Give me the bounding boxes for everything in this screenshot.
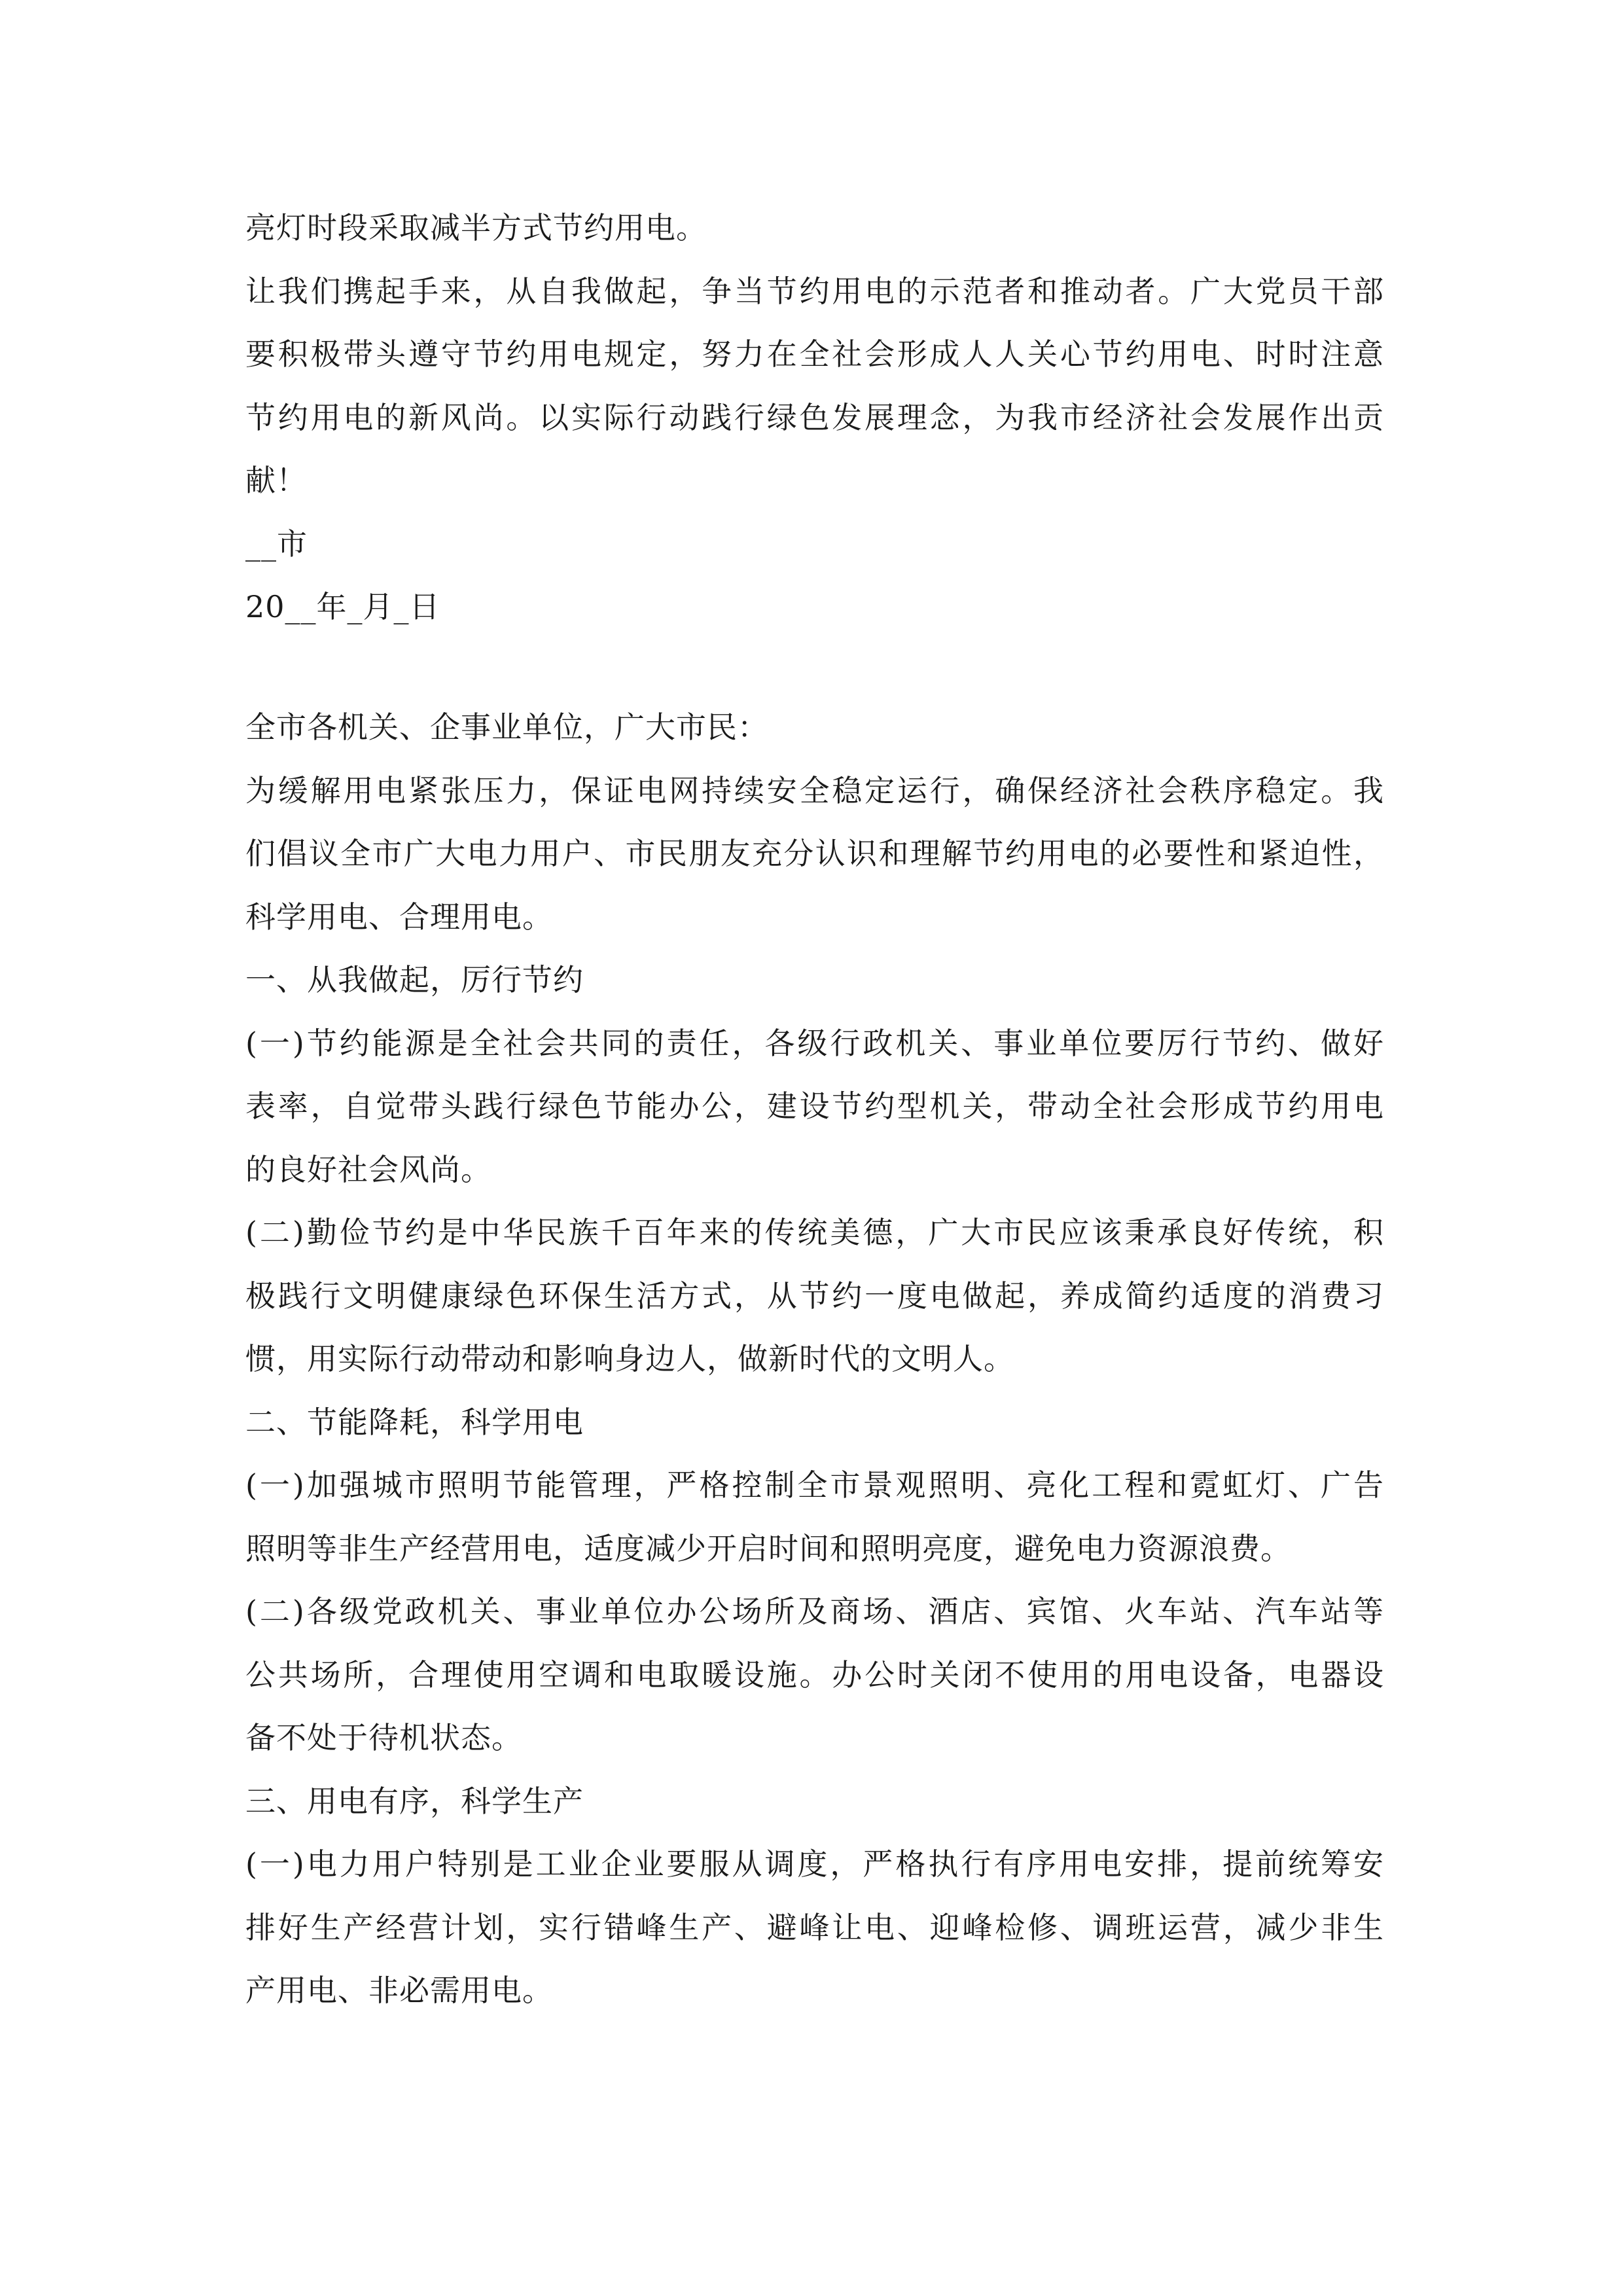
text-section-proposal [245,696,1384,2022]
text-line: 让我们携起手来，从自我做起，争当节约用电的示范者和推动者。广大党员干部 [245,273,1384,309]
section-heading: 三、用电有序，科学生产 [245,1783,584,1819]
text-section-closing [245,196,1384,639]
text-line: 极践行文明健康绿色环保生活方式，从节约一度电做起，养成简约适度的消费习 [245,1278,1384,1314]
text-line: 亮灯时段采取减半方式节约用电。 [245,210,707,245]
text-line: 为缓解用电紧张压力，保证电网持续安全稳定运行，确保经济社会秩序稳定。我 [245,772,1384,808]
text-line: 科学用电、合理用电。 [245,899,553,935]
text-line: 献！ [245,463,307,498]
text-line: (一)电力用户特别是工业企业要服从调度，严格执行有序用电安排，提前统筹安 [245,1846,1384,1882]
salutation: 全市各机关、企事业单位，广大市民： [245,709,768,745]
signature-city: __市 [245,526,308,562]
text-line: 惯，用实际行动带动和影响身边人，做新时代的文明人。 [245,1341,1014,1376]
text-line: 节约用电的新风尚。以实际行动践行绿色发展理念，为我市经济社会发展作出贡 [245,399,1384,435]
text-line: 表率，自觉带头践行绿色节能办公，建设节约型机关，带动全社会形成节约用电 [245,1088,1384,1124]
text-line: (一)节约能源是全社会共同的责任，各级行政机关、事业单位要厉行节约、做好 [245,1025,1384,1061]
text-line: 产用电、非必需用电。 [245,1973,553,2008]
signature-date: 20__年_月_日 [245,589,440,624]
text-line: 照明等非生产经营用电，适度减少开启时间和照明亮度，避免电力资源浪费。 [245,1530,1291,1566]
text-line: 公共场所，合理使用空调和电取暖设施。办公时关闭不使用的用电设备，电器设 [245,1657,1384,1693]
text-line: (一)加强城市照明节能管理，严格控制全市景观照明、亮化工程和霓虹灯、广告 [245,1467,1384,1503]
text-line: 备不处于待机状态。 [245,1720,522,1755]
section-heading: 二、节能降耗，科学用电 [245,1404,584,1440]
text-line: 们倡议全市广大电力用户、市民朋友充分认识和理解节约用电的必要性和紧迫性， [245,836,1384,871]
text-line: (二)各级党政机关、事业单位办公场所及商场、酒店、宾馆、火车站、汽车站等 [245,1594,1384,1629]
text-line: (二)勤俭节约是中华民族千百年来的传统美德，广大市民应该秉承良好传统，积 [245,1215,1384,1250]
text-line: 排好生产经营计划，实行错峰生产、避峰让电、迎峰检修、调班运营，减少非生 [245,1909,1384,1945]
text-line: 的良好社会风尚。 [245,1151,491,1187]
section-heading: 一、从我做起，厉行节约 [245,962,584,997]
text-line: 要积极带头遵守节约用电规定，努力在全社会形成人人关心节约用电、时时注意 [245,336,1384,372]
